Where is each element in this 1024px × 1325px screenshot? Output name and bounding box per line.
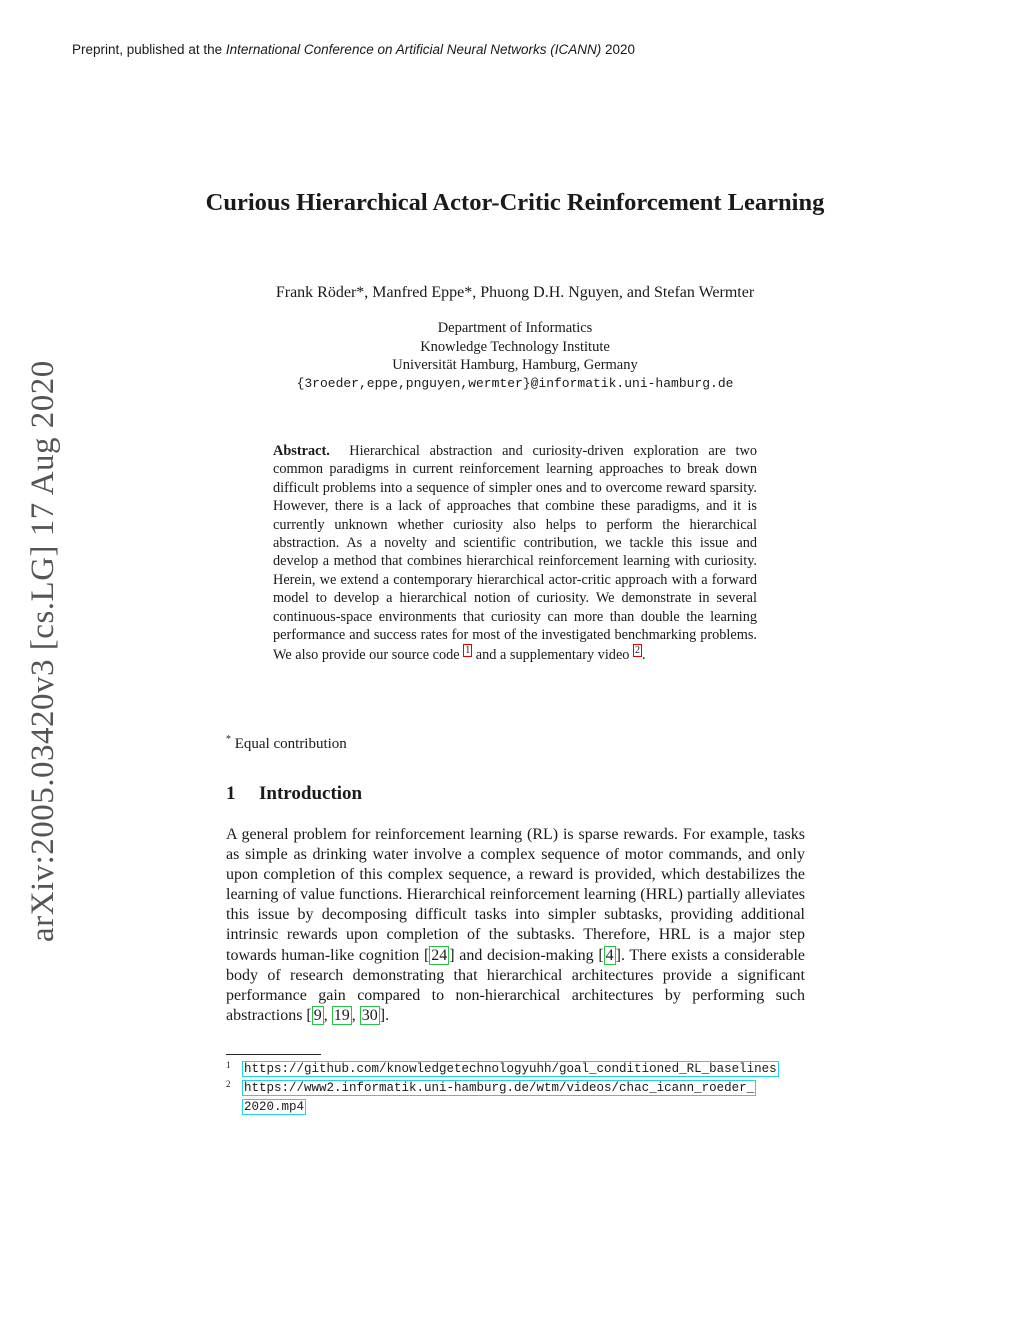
affiliation-university: Universität Hamburg, Hamburg, Germany bbox=[392, 357, 638, 373]
abstract-text: Hierarchical abstraction and curiosity-driven exploration are two common paradigms in current reinforcement learning approaches to break down difficult problems into a sequence of simpler ones and to overcome reward sparsity. However, there is a lack of approaches that combine these paradigms, and it is currently unknown whether curiosity also helps to perform the hierarchical abstraction. As a novelty and scientific contribution, we tackle this issue and develop a method that combines hierarchical reinforcement learning with curiosity. Herein, we extend a contemporary hierarchical actor-critic approach with a forward model to develop a hierarchical notion of curiosity. We demonstrate in several continuous-space environments that curiosity can more than double the learning performance and success rates for most of the investigated benchmarking problems. We also provide our source code bbox=[273, 443, 757, 664]
section-number: 1 bbox=[226, 783, 236, 804]
venue-name: International Conference on Artificial Neural Networks (ICANN) bbox=[225, 42, 602, 57]
author-list: Frank Röder*, Manfred Eppe*, Phuong D.H. Nguyen, and Stefan Wermter bbox=[275, 284, 755, 301]
arxiv-identifier: arXiv:2005.03420v3 [cs.LG] 17 Aug 2020 bbox=[25, 360, 61, 942]
introduction-paragraph: A general problem for reinforcement learning (RL) is sparse rewards. For example, tasks as simple as drinking water involve a complex sequence of motor commands, and only upon completion of this complex sequence, a reward is provided, which destabilizes the learning of value functions. Hierarchical reinforcement learning (HRL) partially alleviates this issue by decomposing difficult tasks into simpler subtasks, providing additional intrinsic rewards upon completion of the subtasks. Therefore, HRL is a major step towards human-like cognition [ 24 ] and decision-making [ 4 ]. There exists a considerable body of research demonstrating that hierarchical architectures provide a significant performance gain compared to non-hierarchical architectures by performing such abstractions [ 9 , 19 , 30 ]. bbox=[226, 826, 806, 1024]
preprint-header: Preprint, published at the International Conference on Artificial Neural Networks (ICANN) 2020 bbox=[72, 42, 636, 57]
affiliation-block bbox=[200, 319, 830, 393]
paper-title: Curious Hierarchical Actor-Critic Reinforcement Learning bbox=[205, 189, 825, 216]
section-title: Introduction bbox=[259, 783, 363, 804]
section-heading bbox=[226, 783, 362, 805]
abstract: Abstract. Hierarchical abstraction and curiosity-driven exploration are two common paradigms in current reinforcement learning approaches to break down difficult problems into a sequence of simpler ones and to overcome reward sparsity. However, there is a lack of approaches that combine these paradigms, and it is currently unknown whether curiosity also helps to perform the hierarchical abstraction. As a novelty and scientific contribution, we tackle this issue and develop a method that combines hierarchical reinforcement learning with curiosity. Herein, we extend a contemporary hierarchical actor-critic approach with a forward model to develop a hierarchical notion of curiosity. We demonstrate in several continuous-space environments that curiosity can more than double the learning performance and success rates for most of the investigated benchmarking problems. We also provide our source code 1 and a supplementary video 2 . bbox=[273, 443, 757, 664]
footnote-divider bbox=[226, 1054, 321, 1055]
citation-4[interactable]: 4 bbox=[605, 946, 614, 964]
footnote-2-continuation bbox=[226, 1098, 306, 1114]
citation-30[interactable]: 30 bbox=[361, 1006, 378, 1024]
affiliation-department: Department of Informatics bbox=[437, 320, 593, 336]
footnote-2: $^2$ https://www2.informatik.uni-hamburg.de/wtm/videos/chac_icann_roeder_ bbox=[226, 1079, 755, 1095]
footnote-link-github[interactable]: https://github.com/knowledgetechnologyuhh/goal_conditioned_RL_baselines bbox=[244, 1062, 777, 1076]
citation-9[interactable]: 9 bbox=[313, 1006, 322, 1024]
footnote-1: $^1$ https://github.com/knowledgetechnologyuhh/goal_conditioned_RL_baselines bbox=[226, 1060, 777, 1076]
abstract-label: Abstract. bbox=[273, 443, 330, 459]
citation-24[interactable]: 24 bbox=[431, 946, 448, 964]
equal-contribution-note: * Equal contribution bbox=[226, 734, 347, 752]
footnote-link-video-continued[interactable]: 2020.mp4 bbox=[244, 1100, 305, 1114]
footnote-ref-1[interactable]: 1 bbox=[465, 645, 471, 657]
footnote-ref-2[interactable]: 2 bbox=[635, 645, 641, 657]
footnote-link-video[interactable]: https://www2.informatik.uni-hamburg.de/wtm/videos/chac_icann_roeder_ bbox=[244, 1081, 755, 1095]
affiliation-institute: Knowledge Technology Institute bbox=[420, 338, 610, 355]
author-emails: {3roeder,eppe,pnguyen,wermter}@informatik.uni-hamburg.de bbox=[296, 375, 734, 391]
citation-19[interactable]: 19 bbox=[333, 1006, 350, 1024]
